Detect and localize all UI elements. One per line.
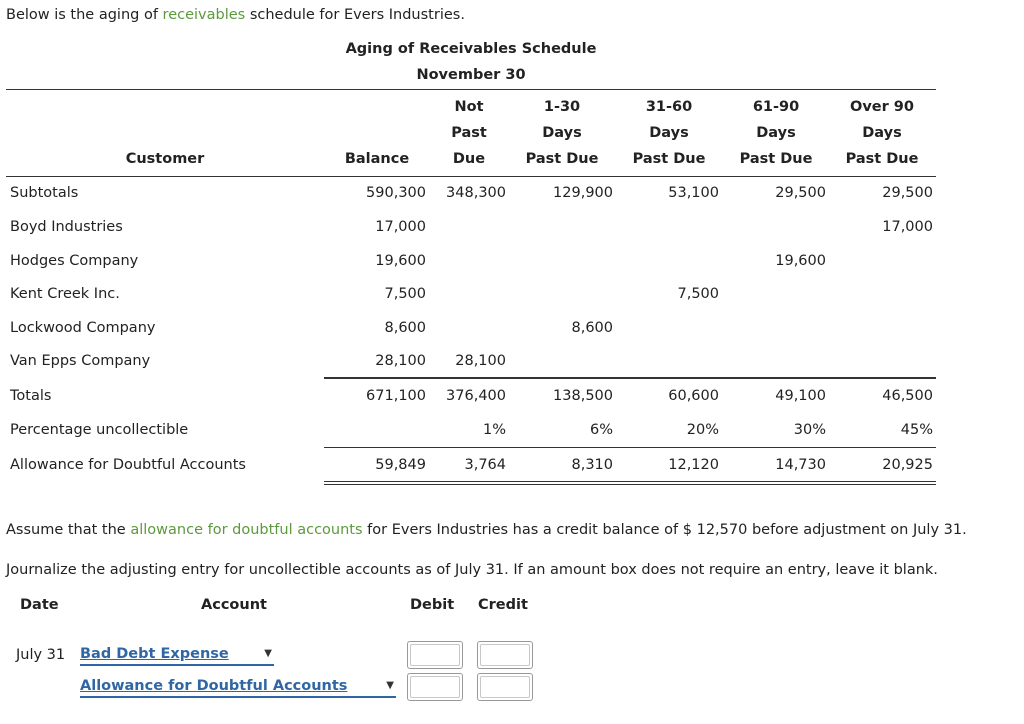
cell-subtotals-31-60: 53,100 bbox=[668, 185, 719, 201]
cell-kent-creek-31-60: 7,500 bbox=[677, 286, 719, 302]
row-label-van-epps: Van Epps Company bbox=[10, 353, 151, 369]
cell-subtotals-not-past-due: 348,300 bbox=[446, 185, 506, 201]
cell-hodges-balance: 19,600 bbox=[375, 253, 426, 269]
cell-lockwood-balance: 8,600 bbox=[384, 320, 426, 336]
cell-percentage-31-60: 20% bbox=[686, 422, 719, 438]
cell-totals-1-30: 138,500 bbox=[553, 388, 613, 404]
cell-percentage-over-90: 45% bbox=[900, 422, 933, 438]
cell-allowance-31-60: 12,120 bbox=[668, 457, 719, 473]
cell-allowance-not-past-due: 3,764 bbox=[464, 457, 506, 473]
journal-header-date: Date bbox=[20, 597, 59, 613]
credit-amount-input-2[interactable] bbox=[477, 673, 533, 701]
totals-rule bbox=[324, 377, 936, 379]
assumption-text: Assume that the allowance for doubtful accounts for Evers Industries has a credit balance of $ 12,570 before adjustment on July 31. bbox=[6, 522, 967, 538]
header-61-90-2: Days bbox=[756, 125, 796, 141]
cell-van-epps-not-past-due: 28,100 bbox=[455, 353, 506, 369]
header-1-30-1: 1-30 bbox=[543, 99, 581, 115]
cell-totals-not-past-due: 376,400 bbox=[446, 388, 506, 404]
row-label-lockwood: Lockwood Company bbox=[10, 320, 156, 336]
header-bottom-rule bbox=[6, 176, 936, 177]
row-label-totals: Totals bbox=[10, 388, 52, 404]
schedule-title: Aging of Receivables Schedule bbox=[345, 41, 597, 57]
chevron-down-icon: ▼ bbox=[386, 680, 394, 691]
row-label-hodges: Hodges Company bbox=[10, 253, 139, 269]
account-select-credit[interactable] bbox=[80, 678, 396, 698]
row-label-boyd: Boyd Industries bbox=[10, 219, 123, 235]
allowance-top-rule bbox=[324, 447, 936, 448]
credit-amount-input-1[interactable] bbox=[477, 641, 533, 669]
double-rule-top bbox=[324, 481, 936, 482]
intro-text: Below is the aging of receivables schedule for Evers Industries. bbox=[6, 7, 465, 23]
cell-totals-over-90: 46,500 bbox=[882, 388, 933, 404]
cell-subtotals-over-90: 29,500 bbox=[882, 185, 933, 201]
header-61-90-1: 61-90 bbox=[752, 99, 800, 115]
header-balance: Balance bbox=[344, 151, 410, 167]
double-rule-bottom bbox=[324, 484, 936, 485]
header-not-past-due-3: Due bbox=[452, 151, 486, 167]
header-31-60-2: Days bbox=[649, 125, 689, 141]
header-61-90-3: Past Due bbox=[739, 151, 813, 167]
header-1-30-2: Days bbox=[542, 125, 582, 141]
cell-boyd-over-90: 17,000 bbox=[882, 219, 933, 235]
journal-date-july-31: July 31 bbox=[16, 647, 66, 663]
account-select-debit-value: Bad Debt Expense bbox=[80, 646, 229, 662]
cell-totals-balance: 671,100 bbox=[366, 388, 426, 404]
journal-header-credit: Credit bbox=[478, 597, 528, 613]
cell-allowance-1-30: 8,310 bbox=[571, 457, 613, 473]
cell-kent-creek-balance: 7,500 bbox=[384, 286, 426, 302]
account-select-debit[interactable] bbox=[80, 646, 274, 666]
cell-van-epps-balance: 28,100 bbox=[375, 353, 426, 369]
header-1-30-3: Past Due bbox=[525, 151, 599, 167]
schedule-date: November 30 bbox=[416, 67, 526, 83]
table-top-rule bbox=[6, 89, 936, 90]
journal-header-debit: Debit bbox=[410, 597, 455, 613]
journal-header-account: Account bbox=[201, 597, 267, 613]
row-label-kent-creek: Kent Creek Inc. bbox=[10, 286, 120, 302]
header-customer: Customer bbox=[125, 151, 205, 167]
instructions-text: Journalize the adjusting entry for uncollectible accounts as of July 31. If an amount box does not require an entry, leave it blank. bbox=[6, 562, 938, 578]
allowance-term-link[interactable]: allowance for doubtful accounts bbox=[130, 522, 363, 538]
cell-hodges-61-90: 19,600 bbox=[775, 253, 826, 269]
cell-totals-31-60: 60,600 bbox=[668, 388, 719, 404]
header-not-past-due-2: Past bbox=[451, 125, 487, 141]
cell-allowance-balance: 59,849 bbox=[375, 457, 426, 473]
receivables-term-link[interactable]: receivables bbox=[162, 7, 246, 23]
cell-percentage-61-90: 30% bbox=[793, 422, 826, 438]
debit-amount-input-1[interactable] bbox=[407, 641, 463, 669]
header-31-60-1: 31-60 bbox=[645, 99, 693, 115]
chevron-down-icon: ▼ bbox=[264, 648, 272, 659]
cell-subtotals-61-90: 29,500 bbox=[775, 185, 826, 201]
header-31-60-3: Past Due bbox=[632, 151, 706, 167]
row-label-percentage: Percentage uncollectible bbox=[10, 422, 189, 438]
cell-subtotals-balance: 590,300 bbox=[366, 185, 426, 201]
header-not-past-due-1: Not bbox=[454, 99, 484, 115]
cell-lockwood-1-30: 8,600 bbox=[571, 320, 613, 336]
cell-allowance-61-90: 14,730 bbox=[775, 457, 826, 473]
debit-amount-input-2[interactable] bbox=[407, 673, 463, 701]
cell-allowance-over-90: 20,925 bbox=[882, 457, 933, 473]
cell-boyd-balance: 17,000 bbox=[375, 219, 426, 235]
header-over-90-2: Days bbox=[862, 125, 902, 141]
header-over-90-3: Past Due bbox=[845, 151, 919, 167]
account-select-credit-value: Allowance for Doubtful Accounts bbox=[80, 678, 348, 694]
row-label-subtotals: Subtotals bbox=[10, 185, 79, 201]
cell-subtotals-1-30: 129,900 bbox=[553, 185, 613, 201]
row-label-allowance: Allowance for Doubtful Accounts bbox=[10, 457, 246, 473]
cell-percentage-1-30: 6% bbox=[589, 422, 613, 438]
cell-totals-61-90: 49,100 bbox=[775, 388, 826, 404]
header-over-90-1: Over 90 bbox=[850, 99, 914, 115]
cell-percentage-not-past-due: 1% bbox=[482, 422, 506, 438]
